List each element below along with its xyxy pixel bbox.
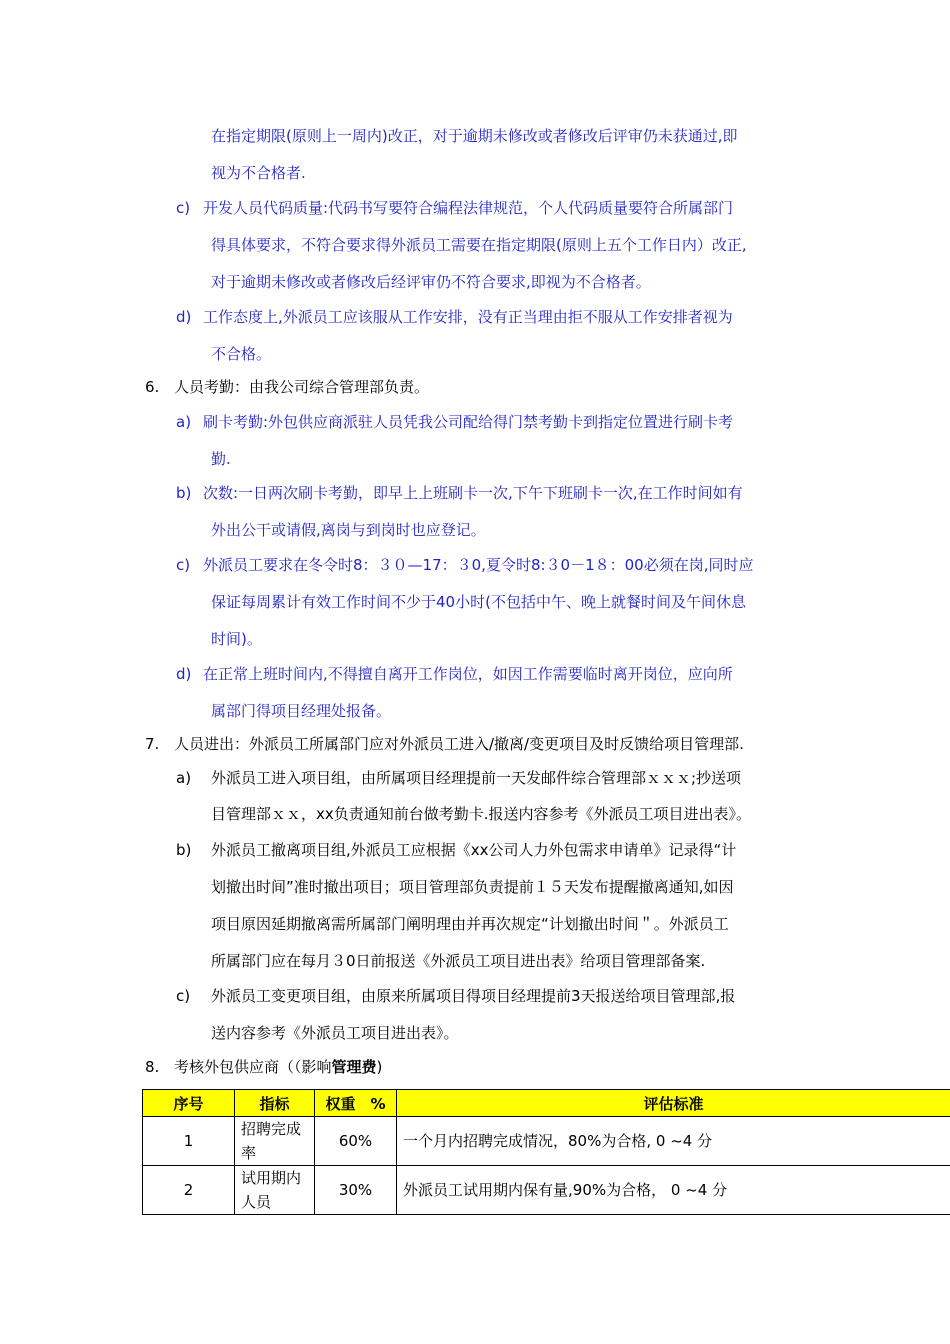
cell-criteria: 外派员工试用期内保有量,90%为合格， 0 ~4 分 bbox=[397, 1166, 950, 1215]
cell-index: 2 bbox=[143, 1166, 235, 1215]
text-line: 不合格。 bbox=[211, 345, 272, 363]
text-line: 项目原因延期撤离需所属部门阐明理由并再次规定“计划撤出时间＂。外派员工 bbox=[211, 915, 729, 933]
text-line: 对于逾期未修改或者修改后经评审仍不符合要求,即视为不合格者。 bbox=[211, 273, 651, 291]
text-line: 刷卡考勤:外包供应商派驻人员凭我公司配给得门禁考勤卡到指定位置进行刷卡考 bbox=[203, 413, 734, 431]
text-line: 工作态度上,外派员工应该服从工作安排，没有正当理由拒不服从工作安排者视为 bbox=[203, 308, 733, 326]
list-marker: b) bbox=[176, 841, 192, 859]
section-number: 6. bbox=[145, 378, 160, 396]
text-line: 在正常上班时间内,不得擅自离开工作岗位，如因工作需要临时离开岗位，应向所 bbox=[203, 665, 733, 683]
cell-index: 1 bbox=[143, 1117, 235, 1166]
table-header-row bbox=[143, 1090, 950, 1117]
section-title: 人员进出：外派员工所属部门应对外派员工进入/撤离/变更项目及时反馈给项目管理部. bbox=[174, 735, 744, 753]
list-marker: c) bbox=[176, 556, 191, 574]
header-index: 序号 bbox=[143, 1090, 235, 1117]
text-line: 在指定期限(原则上一周内)改正，对于逾期未修改或者修改后评审仍未获通过,即 bbox=[211, 127, 738, 145]
text-line: 送内容参考《外派员工项目进出表》。 bbox=[211, 1024, 459, 1042]
cell-indicator: 试用期内人员 bbox=[235, 1166, 315, 1215]
section-title bbox=[174, 1057, 382, 1077]
cell-indicator: 招聘完成率 bbox=[235, 1117, 315, 1166]
text-line: 外派员工进入项目组，由所属项目经理提前一天发邮件综合管理部ｘｘｘ;抄送项 bbox=[211, 769, 742, 787]
cell-criteria: 一个月内招聘完成情况，80%为合格, 0 ~4 分 bbox=[397, 1117, 950, 1166]
text-line: 保证每周累计有效工作时间不少于40小时(不包括中午、晚上就餐时间及午间休息 bbox=[211, 593, 746, 611]
cell-weight: 30% bbox=[315, 1166, 397, 1215]
evaluation-table bbox=[142, 1089, 950, 1215]
table-row bbox=[143, 1117, 950, 1166]
text-line: 视为不合格者. bbox=[211, 164, 306, 182]
list-marker: b) bbox=[176, 484, 192, 502]
list-marker: d) bbox=[176, 665, 192, 683]
text-line: 所属部门应在每月３0日前报送《外派员工项目进出表》给项目管理部备案. bbox=[211, 952, 706, 970]
section-number: 8. bbox=[145, 1058, 160, 1076]
header-weight: 权重 % bbox=[315, 1090, 397, 1117]
list-marker: a) bbox=[176, 769, 192, 787]
text-line: 外出公干或请假,离岗与到岗时也应登记。 bbox=[211, 521, 486, 539]
text-line: 属部门得项目经理处报备。 bbox=[211, 702, 392, 720]
text-line: 划撤出时间”准时撤出项目；项目管理部负责提前１５天发布提醒撤离通知,如因 bbox=[211, 878, 734, 896]
list-marker: c) bbox=[176, 987, 191, 1005]
text-line: 外派员工撤离项目组,外派员工应根据《xx公司人力外包需求申请单》记录得“计 bbox=[211, 841, 737, 859]
list-marker: c) bbox=[176, 199, 191, 217]
header-indicator: 指标 bbox=[235, 1090, 315, 1117]
cell-weight: 60% bbox=[315, 1117, 397, 1166]
text-line: 外派员工要求在冬令时8：３０—17：３0,夏令时8:３0－1８：00必须在岗,同时应 bbox=[203, 556, 754, 574]
text-line: 次数:一日两次刷卡考勤，即早上上班刷卡一次,下午下班刷卡一次,在工作时间如有 bbox=[203, 484, 743, 502]
text-line: 目管理部ｘｘ，xx负责通知前台做考勤卡.报送内容参考《外派员工项目进出表》。 bbox=[211, 805, 752, 823]
list-marker: a) bbox=[176, 413, 192, 431]
title-prefix: 考核外包供应商（（影响 bbox=[174, 1058, 332, 1076]
text-line: 时间)。 bbox=[211, 630, 262, 648]
list-marker: d) bbox=[176, 308, 192, 326]
text-line: 得具体要求，不符合要求得外派员工需要在指定期限(原则上五个工作日内）改正, bbox=[211, 236, 747, 254]
text-line: 开发人员代码质量:代码书写要符合编程法律规范，个人代码质量要符合所属部门 bbox=[203, 199, 734, 217]
table-row bbox=[143, 1166, 950, 1215]
section-title: 人员考勤：由我公司综合管理部负责。 bbox=[174, 378, 430, 396]
header-criteria: 评估标准 bbox=[397, 1090, 950, 1117]
section-number: 7. bbox=[145, 735, 160, 753]
text-line: 勤. bbox=[211, 450, 231, 468]
title-suffix: ) bbox=[376, 1058, 383, 1076]
title-bold: 管理费 bbox=[331, 1058, 377, 1076]
text-line: 外派员工变更项目组，由原来所属项目得项目经理提前3天报送给项目管理部,报 bbox=[211, 987, 736, 1005]
